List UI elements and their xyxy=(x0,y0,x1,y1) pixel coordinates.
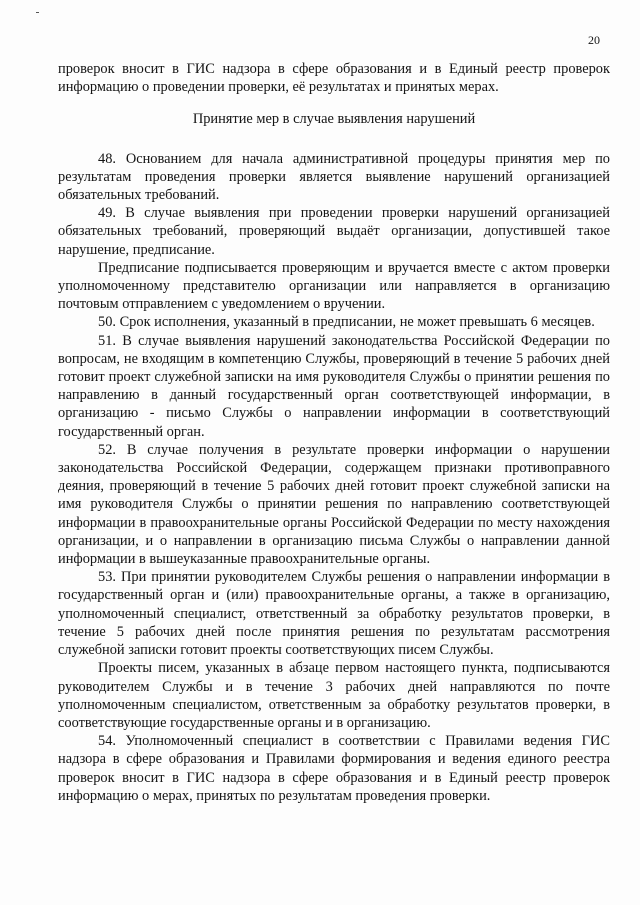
paragraph-53-letters: Проекты писем, указанных в абзаце первом настоящего пункта, подписываются руководителем Службы и в течение 3 рабочих дней направляются по почте уполномоченным специалистом, ответственным за обработку результатов проверки, в соответствующие государственные органы и в организацию. xyxy=(58,660,610,731)
paragraph-50: 50. Срок исполнения, указанный в предписании, не может превышать 6 месяцев. xyxy=(98,314,595,331)
paragraph-54: 54. Уполномоченный специалист в соответствии с Правилами ведения ГИС надзора в сфере образования и Правилами формирования и ведения единого реестра проверок вносит в ГИС надзора в сфере образования и в Единый реестр проверок информацию о мерах, принятых по результатам проведения проверки. xyxy=(58,733,610,804)
paragraph-49: 49. В случае выявления при проведении проверки нарушений организацией обязательных требований, проверяющий выдаёт организации, допустившей такое нарушение, предписание. xyxy=(58,205,610,258)
document-body xyxy=(58,60,610,805)
paragraph-49-prescription: Предписание подписывается проверяющим и вручается вместе с актом проверки уполномоченному представителю организации или направляется в организацию почтовым отправлением с уведомлением о вручении. xyxy=(58,259,610,313)
paragraph-continuation: проверок вносит в ГИС надзора в сфере образования и в Единый реестр проверок информацию о проведении проверки, её результатах и принятых мерах. xyxy=(58,61,610,96)
paragraph-51: 51. В случае выявления нарушений законодательства Российской Федерации по вопросам, не входящим в компетенцию Службы, проверяющий в течение 5 рабочих дней готовит проект служебной записки на имя руководителя Службы о принятии решения по направлению в данный государственный орган соответствующей информации, в организацию - письмо Службы о направлении информации в соответствующий государственный орган. xyxy=(58,332,610,440)
paragraph-48: 48. Основанием для начала административной процедуры принятия мер по результатам проведения проверки является выявление нарушений организацией обязательных требований. xyxy=(58,150,610,204)
paragraph-53: 53. При принятии руководителем Службы решения о направлении информации в государственный орган и (или) правоохранительные органы, а также в организацию, уполномоченный специалист, ответственный за обработку результатов проверки, в течение 5 рабочих дней после принятия решения по результатам рассмотрения служебной записки готовит проекты соответствующих писем Службы. xyxy=(58,569,610,659)
section-heading: Принятие мер в случае выявления нарушений xyxy=(192,111,476,128)
paragraph-52: 52. В случае получения в результате проверки информации о нарушении законодательства Российской Федерации, содержащем признаки противоправного деяния, проверяющий в течение 5 рабочих дней готовит проект служебной записки на имя руководителя Службы о принятии решения по направлению соответствующей информации в правоохранительные органы Российской Федерации по месту нахождения организации, и о направлении в организацию письма Службы о направлении данной информации в вышеуказанные правоохранительные органы. xyxy=(58,441,610,568)
page-number: 20 xyxy=(588,33,600,47)
scan-mark xyxy=(36,12,39,13)
